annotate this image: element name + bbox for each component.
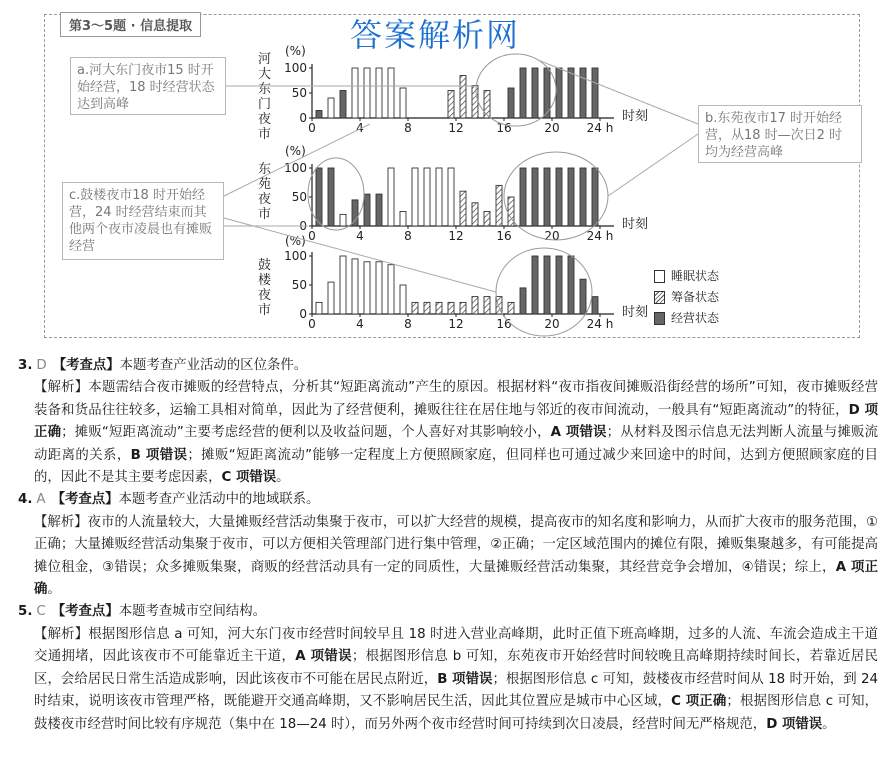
topic-label: 【考查点】 (51, 492, 119, 508)
bar (592, 68, 598, 118)
analysis-text: 。 (276, 470, 290, 486)
legend-label-prep: 筹备状态 (671, 290, 720, 304)
analysis-paragraph (18, 512, 878, 602)
bar (472, 297, 478, 314)
topic-text: 本题考查城市空间结构。 (118, 604, 267, 620)
answer-block (18, 355, 878, 489)
market-label-dongyuan: 东苑夜市 (257, 162, 271, 222)
x-tick-label: 8 (404, 229, 412, 243)
verdict-text: A 项错误 (550, 425, 607, 441)
legend-item-open (654, 308, 719, 329)
y-tick-label: 50 (291, 190, 307, 204)
analysis-text: 【解析】夜市的人流量较大，大量摊贩经营活动集聚于夜市，可以扩大经营的规模，提高夜市的知名度和影响力，从而扩大夜市的服务范围，①正确；大量摊贩经营活动集聚于夜市，可以方便相关管理部门进行集中管理，②正确；一定区域范围内的摊位有限，摊贩集聚越多，有可能提高摊位租金，③错误；众多摊贩集聚，商贩的经营活动具有一定的同质性，大量摊贩经营活动集聚，其经营竞争会增加，④错误；综上， (34, 514, 878, 575)
bar (352, 68, 358, 118)
note-a: a.河大东门夜市15 时开始经营，18 时经营状态达到高峰 (70, 57, 226, 115)
bar (412, 168, 418, 226)
bar (436, 302, 442, 314)
bar (532, 168, 538, 226)
bar (556, 168, 562, 226)
bar (400, 212, 406, 227)
x-axis-label: 时刻 (622, 217, 649, 232)
bar (460, 76, 466, 119)
bar (328, 98, 334, 118)
x-tick-label: 4 (356, 229, 364, 243)
bar (448, 168, 454, 226)
legend-swatch-sleep (654, 270, 665, 283)
legend-swatch-prep (654, 291, 665, 304)
legend-item-sleep (654, 266, 719, 287)
bar (568, 168, 574, 226)
percent-unit-2: (%) (285, 144, 306, 158)
x-axis-label: 时刻 (622, 305, 649, 320)
x-tick-label: 16 (496, 317, 512, 331)
bar (316, 111, 322, 119)
bar (484, 91, 490, 119)
bar (532, 68, 538, 118)
bar (424, 168, 430, 226)
bar (472, 203, 478, 226)
verdict-text: D 项正确 (34, 402, 879, 441)
x-tick-label: 0 (308, 121, 316, 135)
bar (412, 302, 418, 314)
bar (484, 297, 490, 314)
x-tick-label: 24 h (586, 121, 614, 135)
note-b: b.东苑夜市17 时开始经营，从18 时—次日2 时均为经营高峰 (698, 105, 862, 163)
bar (592, 168, 598, 226)
x-tick-label: 8 (404, 121, 412, 135)
bar (388, 68, 394, 118)
bar (376, 194, 382, 226)
bar (544, 256, 550, 314)
watermark: 答案解析网 (350, 16, 521, 54)
bar (496, 185, 502, 226)
bar (400, 285, 406, 314)
y-tick-label: 50 (291, 278, 307, 292)
y-tick-label: 100 (284, 249, 307, 263)
bar (580, 279, 586, 314)
x-tick-label: 16 (496, 229, 512, 243)
bar (364, 194, 370, 226)
legend-label-open: 经营状态 (671, 311, 720, 325)
verdict-text: D 项错误 (766, 716, 823, 732)
bar (364, 68, 370, 118)
analysis-text: ；根据图形信息 c 可知，鼓楼夜市经营时间比较有序规范（集中在 18—24 时），而另外两个夜市经营时间可持续到次日凌晨，经营时间无严格规范， (34, 694, 879, 732)
question-number: 3. (18, 358, 33, 373)
topic-label: 【考查点】 (52, 358, 120, 373)
x-tick-label: 8 (404, 317, 412, 331)
x-tick-label: 16 (496, 121, 512, 135)
answer-choice: D (36, 358, 47, 373)
percent-unit-3: (%) (285, 234, 306, 248)
bar (592, 297, 598, 314)
x-tick-label: 24 h (586, 229, 614, 243)
y-tick-label: 100 (284, 61, 307, 75)
analysis-text: 。 (822, 716, 836, 732)
connector-c2 (224, 124, 370, 196)
market-label-hedadongmen: 河大东门夜市 (257, 52, 271, 142)
verdict-text: A 项正确 (34, 559, 878, 598)
bar (568, 68, 574, 118)
bar (484, 212, 490, 227)
bar (508, 88, 514, 118)
x-tick-label: 12 (448, 229, 464, 243)
verdict-text: C 项正确 (671, 694, 727, 710)
verdict-text: A 项错误 (295, 649, 352, 665)
bar (328, 168, 334, 226)
analysis-text: 。 (47, 582, 61, 598)
answers (18, 355, 878, 736)
note-c: c.鼓楼夜市18 时开始经营，24 时经营结束而其他两个夜市凌晨也有摊贩经营 (62, 182, 224, 260)
bar (436, 168, 442, 226)
connector-b (608, 134, 698, 196)
verdict-text: C 项错误 (221, 470, 277, 486)
bar-chart (0, 0, 892, 340)
y-tick-label: 0 (299, 111, 307, 125)
x-tick-label: 4 (356, 121, 364, 135)
verdict-text: B 项错误 (437, 671, 493, 687)
bar (568, 256, 574, 314)
analysis-text: ；摊贩“短距离流动”主要考虑经营的便利以及收益问题，个人喜好对其影响较小， (61, 425, 551, 441)
bar (376, 262, 382, 314)
topic-text: 本题考查产业活动中的地域联系。 (118, 492, 320, 508)
bar (400, 88, 406, 118)
bar (556, 68, 562, 118)
analysis-text: 【解析】根据图形信息 a 可知，河大东门夜市经营时间较早且 18 时进入营业高峰期，此时正值下班高峰期，过多的人流、车流会造成主干道交通拥堵，因此该夜市不可能靠近主干道， (34, 626, 878, 665)
bar (460, 191, 466, 226)
verdict-text: B 项错误 (130, 447, 188, 463)
bar (376, 68, 382, 118)
bar (532, 256, 538, 314)
bar (340, 256, 346, 314)
legend-swatch-open (654, 312, 665, 325)
bar (352, 259, 358, 314)
analysis-paragraph (18, 377, 878, 489)
x-tick-label: 12 (448, 317, 464, 331)
x-tick-label: 0 (308, 317, 316, 331)
bar (328, 282, 334, 314)
bar (364, 262, 370, 314)
answer-block (18, 601, 878, 735)
bar (520, 168, 526, 226)
bar (520, 288, 526, 314)
legend-item-prep (654, 287, 719, 308)
bar (460, 302, 466, 314)
bar (448, 302, 454, 314)
bar (520, 68, 526, 118)
analysis-text: ；根据图形信息 c 可知，鼓楼夜市经营时间从 18 时开始，到 24 时结束，说明该夜市管理严格，既能避开交通高峰期，又不影响居民生活，因此其位置应是城市中心区域， (34, 671, 879, 710)
x-tick-label: 20 (544, 121, 560, 135)
figure-tag: 第3～5题 · 信息提取 (60, 12, 201, 37)
answer-block (18, 489, 878, 601)
percent-unit-1: (%) (285, 44, 306, 58)
bar (472, 86, 478, 119)
y-tick-label: 0 (299, 219, 307, 233)
answer-header (18, 601, 878, 623)
topic-label: 【考查点】 (51, 604, 119, 620)
x-tick-label: 24 h (586, 317, 614, 331)
bar (556, 256, 562, 314)
topic-text: 本题考查产业活动的区位条件。 (119, 358, 308, 373)
bar (340, 214, 346, 226)
bar (580, 68, 586, 118)
analysis-paragraph (18, 624, 878, 736)
analysis-text: ；从材料及图示信息无法判断人流量与摊贩流动距离的关系， (34, 425, 879, 463)
bar (580, 168, 586, 226)
x-axis-label: 时刻 (622, 109, 649, 124)
question-number: 4. (18, 492, 33, 508)
y-tick-label: 50 (291, 86, 307, 100)
analysis-text: 【解析】本题需结合夜市摊贩的经营特点，分析其“短距离流动”产生的原因。根据材料“夜市指夜间摊贩沿街经营的场所”可知，夜市摊贩经营装备和货品往往较多，运输工具相对简单，因此为了经营便利，摊贩往往在居住地与邻近的夜市间流动，一般具有“短距离流动”的特征， (34, 380, 878, 418)
bar (544, 168, 550, 226)
bar (340, 91, 346, 119)
answer-header (18, 355, 878, 377)
bar (316, 302, 322, 314)
x-tick-label: 20 (544, 229, 560, 243)
answer-header (18, 489, 878, 511)
market-label-gulou: 鼓楼夜市 (257, 258, 271, 318)
x-tick-label: 20 (544, 317, 560, 331)
bar (508, 302, 514, 314)
bar (316, 168, 322, 226)
question-number: 5. (18, 604, 33, 620)
x-tick-label: 12 (448, 121, 464, 135)
y-tick-label: 100 (284, 161, 307, 175)
bar (388, 168, 394, 226)
x-tick-label: 4 (356, 317, 364, 331)
bar (448, 91, 454, 119)
x-tick-label: 0 (308, 229, 316, 243)
bar (388, 265, 394, 314)
answer-choice: C (36, 604, 46, 620)
answer-choice: A (36, 492, 46, 508)
analysis-text: ；根据图形信息 b 可知，东苑夜市开始经营时间较晚且高峰期持续时间长，若靠近居民区，会给居民日常生活造成影响，因此该夜市不可能在居民点附近， (34, 649, 879, 687)
legend (654, 266, 719, 329)
bar (424, 302, 430, 314)
y-tick-label: 0 (299, 307, 307, 321)
analysis-text: ；摊贩“短距离流动”能够一定程度上方便照顾家庭，但同样也可通过减少来回途中的时间，达到方便照顾家庭的目的，因此不是其主要考虑因素， (34, 447, 879, 486)
legend-label-sleep: 睡眠状态 (671, 269, 720, 283)
